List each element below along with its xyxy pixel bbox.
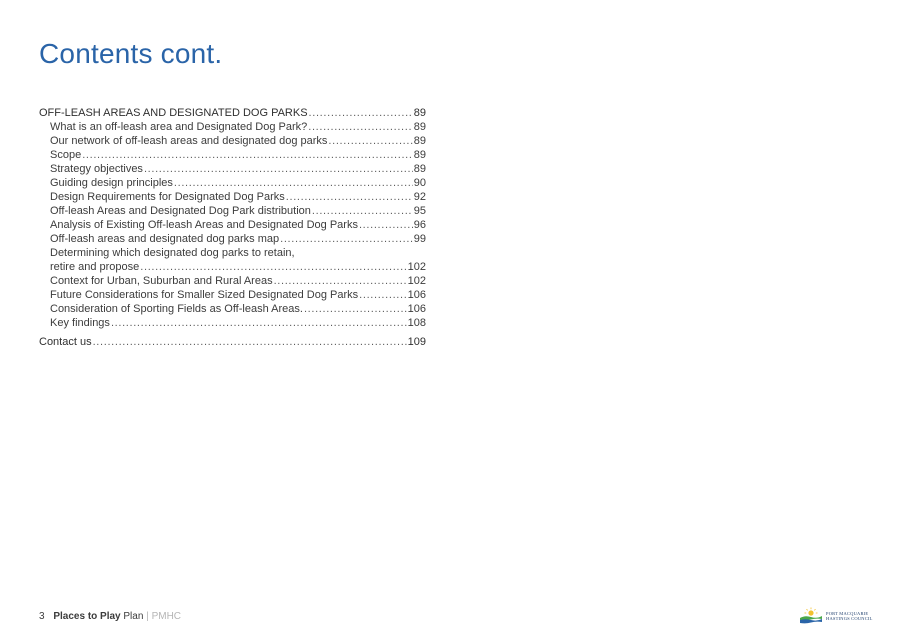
toc-item[interactable] <box>39 246 426 260</box>
toc-leader-dots <box>359 288 406 302</box>
toc-item-label: Design Requirements for Designated Dog Parks <box>50 191 285 203</box>
toc-item-page: 90 <box>413 177 426 189</box>
toc-leader-dots <box>304 302 407 316</box>
sun-icon <box>805 608 818 616</box>
toc-leader-dots <box>280 232 413 246</box>
toc-item-page: 108 <box>407 317 426 329</box>
council-logo <box>799 606 879 626</box>
toc-item-label: Strategy objectives <box>50 163 143 175</box>
toc-item-label: Future Considerations for Smaller Sized Designated Dog Parks <box>50 289 359 301</box>
toc-item-label: Off-leash areas and designated dog parks map <box>50 233 280 245</box>
toc-item[interactable] <box>39 316 426 330</box>
toc-item-page: 106 <box>407 289 426 301</box>
toc-item-label: What is an off-leash area and Designated Dog Park? <box>50 121 308 133</box>
toc-leader-dots <box>286 190 413 204</box>
toc-section-page: 89 <box>413 107 426 119</box>
council-logo-icon <box>799 607 823 625</box>
toc-item[interactable] <box>39 120 426 134</box>
toc-leader-dots <box>93 335 407 349</box>
toc-item[interactable] <box>39 232 426 246</box>
toc-leader-dots <box>308 120 413 134</box>
toc-item-page: 89 <box>413 149 426 161</box>
toc-item-page: 89 <box>413 121 426 133</box>
toc-item[interactable] <box>39 134 426 148</box>
council-logo-text <box>826 611 873 621</box>
toc-item-page: 89 <box>413 163 426 175</box>
table-of-contents <box>39 106 426 349</box>
toc-item[interactable] <box>39 260 426 274</box>
toc-item-label: Our network of off-leash areas and designated dog parks <box>50 135 328 147</box>
toc-leader-dots <box>274 274 407 288</box>
toc-item-page: 95 <box>413 205 426 217</box>
toc-item-label: Key findings <box>50 317 110 329</box>
footer-doc-title: Places to Play <box>53 611 121 622</box>
toc-item[interactable] <box>39 148 426 162</box>
toc-item-label: Consideration of Sporting Fields as Off-leash Areas. <box>50 303 303 315</box>
toc-item-page: 106 <box>407 303 426 315</box>
toc-item-label: Scope <box>50 149 82 161</box>
toc-section-row[interactable] <box>39 106 426 120</box>
toc-leader-dots <box>174 176 413 190</box>
toc-item-page: 96 <box>413 219 426 231</box>
toc-leader-dots <box>359 218 413 232</box>
toc-leader-dots <box>328 134 412 148</box>
toc-item[interactable] <box>39 302 426 316</box>
toc-item[interactable] <box>39 218 426 232</box>
toc-item[interactable] <box>39 204 426 218</box>
toc-item[interactable] <box>39 190 426 204</box>
toc-leader-dots <box>309 106 413 120</box>
footer-page-number: 3 <box>39 611 45 622</box>
toc-item-page: 102 <box>407 275 426 287</box>
toc-item-label: Guiding design principles <box>50 177 173 189</box>
toc-item-page: 92 <box>413 191 426 203</box>
toc-item[interactable] <box>39 274 426 288</box>
toc-leader-dots <box>140 260 406 274</box>
toc-contact-row[interactable] <box>39 335 426 349</box>
toc-leader-dots <box>82 148 413 162</box>
logo-line-2: HASTINGS COUNCIL <box>826 616 873 621</box>
toc-contact-label: Contact us <box>39 336 92 348</box>
toc-section-label: OFF-LEASH AREAS AND DESIGNATED DOG PARKS <box>39 107 308 119</box>
footer-doc-title-rest: Plan <box>123 611 144 622</box>
toc-item-label: Context for Urban, Suburban and Rural Areas <box>50 275 273 287</box>
page-title: Contents cont. <box>39 38 223 69</box>
footer-org: PMHC <box>151 611 182 622</box>
toc-item-page: 99 <box>413 233 426 245</box>
toc-item-page: 102 <box>407 261 426 273</box>
toc-item-label: Off-leash Areas and Designated Dog Park distribution <box>50 205 311 217</box>
footer-separator: | <box>146 611 149 622</box>
toc-item-label: Determining which designated dog parks to retain, <box>50 247 295 259</box>
toc-item[interactable] <box>39 288 426 302</box>
page-footer <box>39 611 181 622</box>
logo-line-1: PORT MACQUARIE <box>826 611 869 616</box>
toc-leader-dots <box>111 316 407 330</box>
toc-item[interactable] <box>39 176 426 190</box>
toc-item-label: Analysis of Existing Off-leash Areas and Designated Dog Parks <box>50 219 358 231</box>
toc-item-label: retire and propose <box>50 261 140 273</box>
toc-contact-page: 109 <box>407 336 426 348</box>
toc-leader-dots <box>312 204 413 218</box>
toc-item[interactable] <box>39 162 426 176</box>
toc-item-page: 89 <box>413 135 426 147</box>
toc-leader-dots <box>144 162 413 176</box>
